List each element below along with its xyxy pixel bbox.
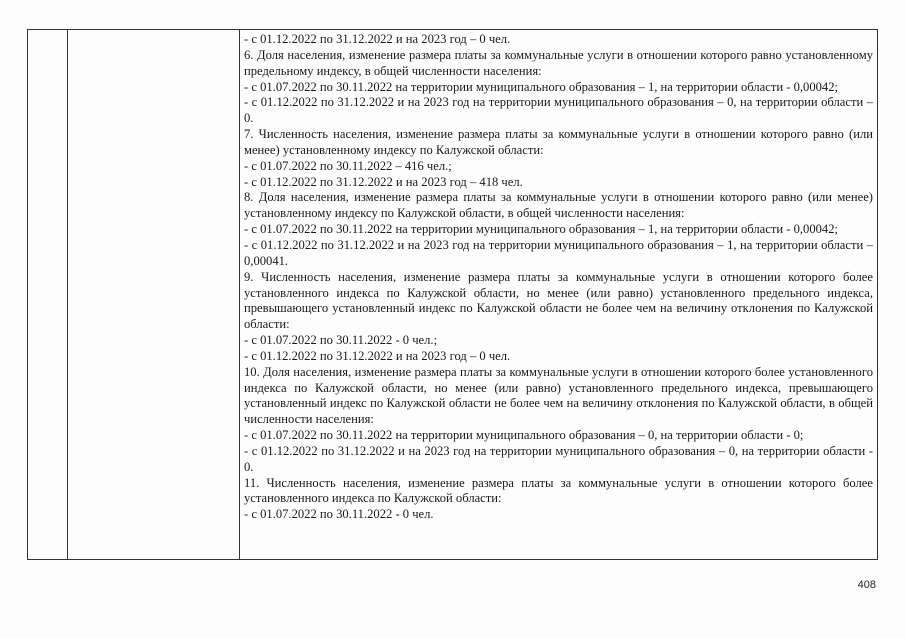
table-column-description [240, 30, 877, 559]
table-column-indicator [68, 30, 240, 559]
text-line: 10. Доля населения, изменение размера платы за коммунальные услуги в отношении которого более установленного индекса по Калужской области, но менее (или равно) установленного предельного индекса, превышающего установленный индекс по Калужской области не более чем на величину отклонения по Калужской области, в общей численности населения: [244, 364, 873, 427]
text-line: - с 01.12.2022 по 31.12.2022 и на 2023 год на территории муниципального образования – 0, на территории области – 0. [244, 95, 873, 126]
text-line: - с 01.12.2022 по 31.12.2022 и на 2023 год – 418 чел. [244, 174, 523, 189]
text-line: 9. Численность населения, изменение размера платы за коммунальные услуги в отношении которого более установленного индекса по Калужской области, но менее (или равно) установленного предельного индекса, превышающего установленный индекс по Калужской области не более чем на величину отклонения по Калужской области: [244, 269, 873, 332]
text-line: - с 01.12.2022 по 31.12.2022 и на 2023 год – 0 чел. [244, 32, 511, 46]
text-line: 11. Численность населения, изменение размера платы за коммунальные услуги в отношении которого более установленного индекса по Калужской области: [244, 475, 873, 506]
table-column-number [28, 30, 68, 559]
text-line: - с 01.12.2022 по 31.12.2022 и на 2023 год – 0 чел. [244, 348, 511, 363]
text-line: - с 01.07.2022 по 30.11.2022 на территории муниципального образования – 0, на территории области - 0; [244, 428, 804, 443]
text-line: - с 01.07.2022 по 30.11.2022 на территории муниципального образования – 1, на территории области - 0,00042; [244, 222, 839, 237]
text-line: - с 01.12.2022 по 31.12.2022 и на 2023 год на территории муниципального образования – 1, на территории области – 0,00041. [244, 237, 873, 268]
text-line: 8. Доля населения, изменение размера платы за коммунальные услуги в отношении которого равно (или менее) установленному индексу по Калужской области, в общей численности населения: [244, 190, 873, 221]
table [27, 29, 878, 560]
text-line: - с 01.07.2022 по 30.11.2022 – 416 чел.; [244, 158, 452, 173]
page-number: 408 [857, 579, 876, 591]
text-line: - с 01.12.2022 по 31.12.2022 и на 2023 год на территории муниципального образования – 0, на территории области - 0. [244, 443, 873, 474]
text-line: - с 01.07.2022 по 30.11.2022 на территории муниципального образования – 1, на территории области - 0,00042; [244, 79, 839, 94]
text-line: 7. Численность населения, изменение размера платы за коммунальные услуги в отношении которого равно (или менее) установленному индексу по Калужской области: [244, 127, 873, 157]
text-line: - с 01.07.2022 по 30.11.2022 - 0 чел. [244, 507, 434, 522]
text-line: - с 01.07.2022 по 30.11.2022 - 0 чел.; [244, 333, 438, 348]
text-line: 6. Доля населения, изменение размера платы за коммунальные услуги в отношении которого равно установленному предельному индексу, в общей численности населения: [244, 47, 873, 78]
